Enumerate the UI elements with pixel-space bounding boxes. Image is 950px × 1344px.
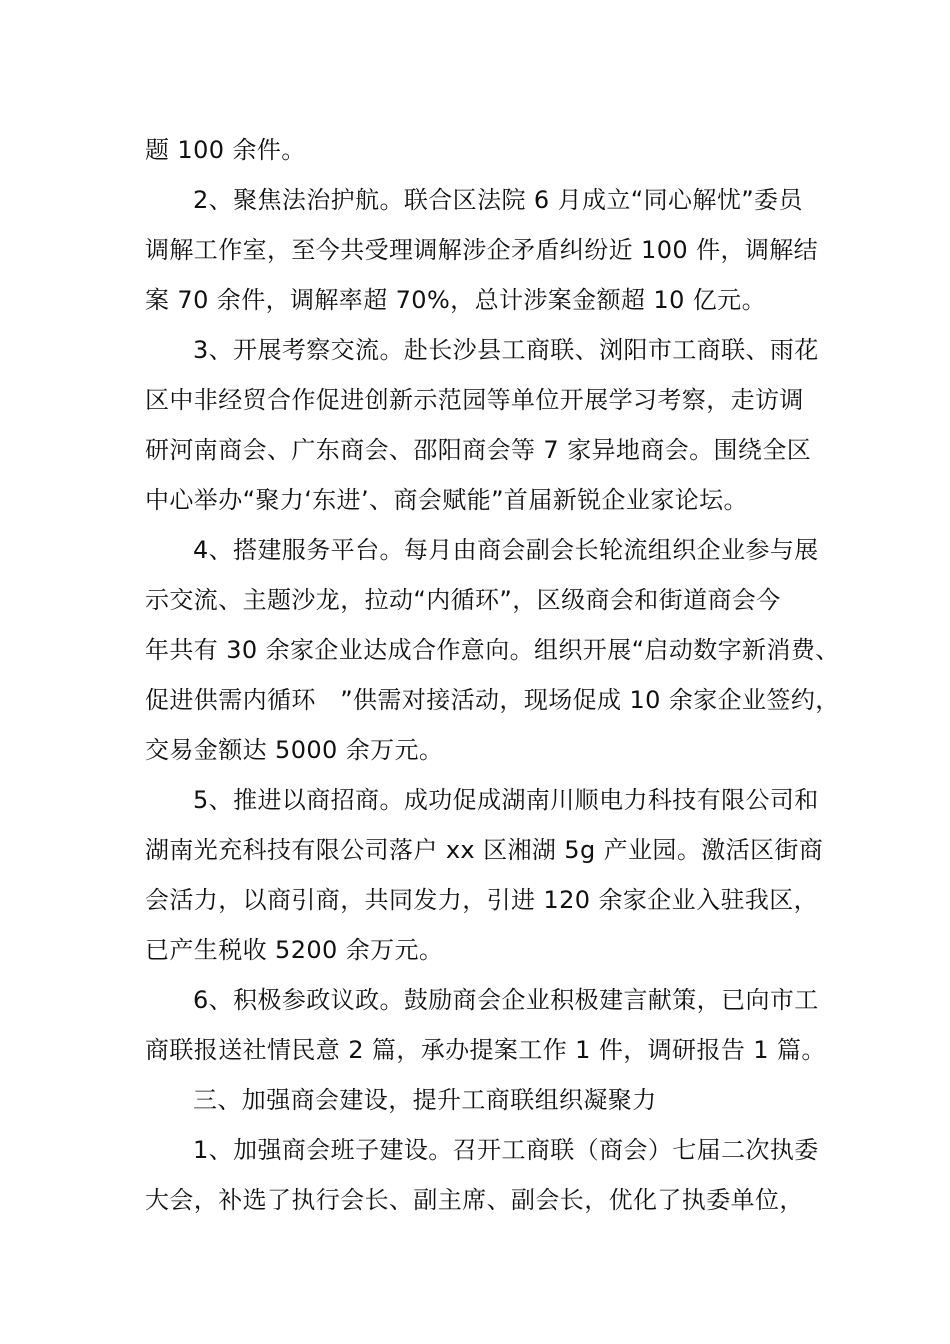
text-line: 案 70 余件，调解率超 70%，总计涉案金额超 10 亿元。 [145,286,766,314]
text-line: 商联报送社情民意 2 篇，承办提案工作 1 件，调研报告 1 篇。 [145,1036,826,1064]
text-line: 调解工作室，至今共受理调解涉企矛盾纠纷近 100 件，调解结 [145,236,819,264]
paragraph-5-start: 5、推进以商招商。成功促成湖南川顺电力科技有限公司和 [193,786,819,814]
text-line: 促进供需内循环 ”供需对接活动，现场促成 10 余家企业签约， [145,686,840,714]
text-line: 研河南商会、广东商会、邵阳商会等 7 家异地商会。围绕全区 [145,436,812,464]
paragraph-4-start: 4、搭建服务平台。每月由商会副会长轮流组织企业参与展 [193,536,819,564]
text-line: 题 100 余件。 [145,136,306,164]
text-line: 年共有 30 余家企业达成合作意向。组织开展“启动数字新消费、 [145,636,840,664]
paragraph-section3-1-start: 1、加强商会班子建设。召开工商联（商会）七届二次执委 [193,1136,819,1164]
paragraph-3-start: 3、开展考察交流。赴长沙县工商联、浏阳市工商联、雨花 [193,336,819,364]
text-line: 已产生税收 5200 余万元。 [145,936,444,964]
text-line: 大会，补选了执行会长、副主席、副会长，优化了执委单位， [145,1186,804,1214]
text-line: 区中非经贸合作促进创新示范园等单位开展学习考察，走访调 [145,386,804,414]
section-heading: 三、加强商会建设，提升工商联组织凝聚力 [193,1086,657,1114]
paragraph-2-start: 2、聚焦法治护航。联合区法院 6 月成立“同心解忧”委员 [193,186,803,214]
text-line: 会活力，以商引商，共同发力，引进 120 余家企业入驻我区， [145,886,819,914]
paragraph-6-start: 6、积极参政议政。鼓励商会企业积极建言献策，已向市工 [193,986,819,1014]
text-line: 湖南光充科技有限公司落户 xx 区湘湖 5g 产业园。激活区街商 [145,836,824,864]
text-line: 示交流、主题沙龙，拉动“内循环”，区级商会和街道商会今 [145,586,781,614]
text-line: 交易金额达 5000 余万元。 [145,736,444,764]
text-line: 中心举办“聚力‘东进’、商会赋能”首届新锐企业家论坛。 [145,486,748,514]
